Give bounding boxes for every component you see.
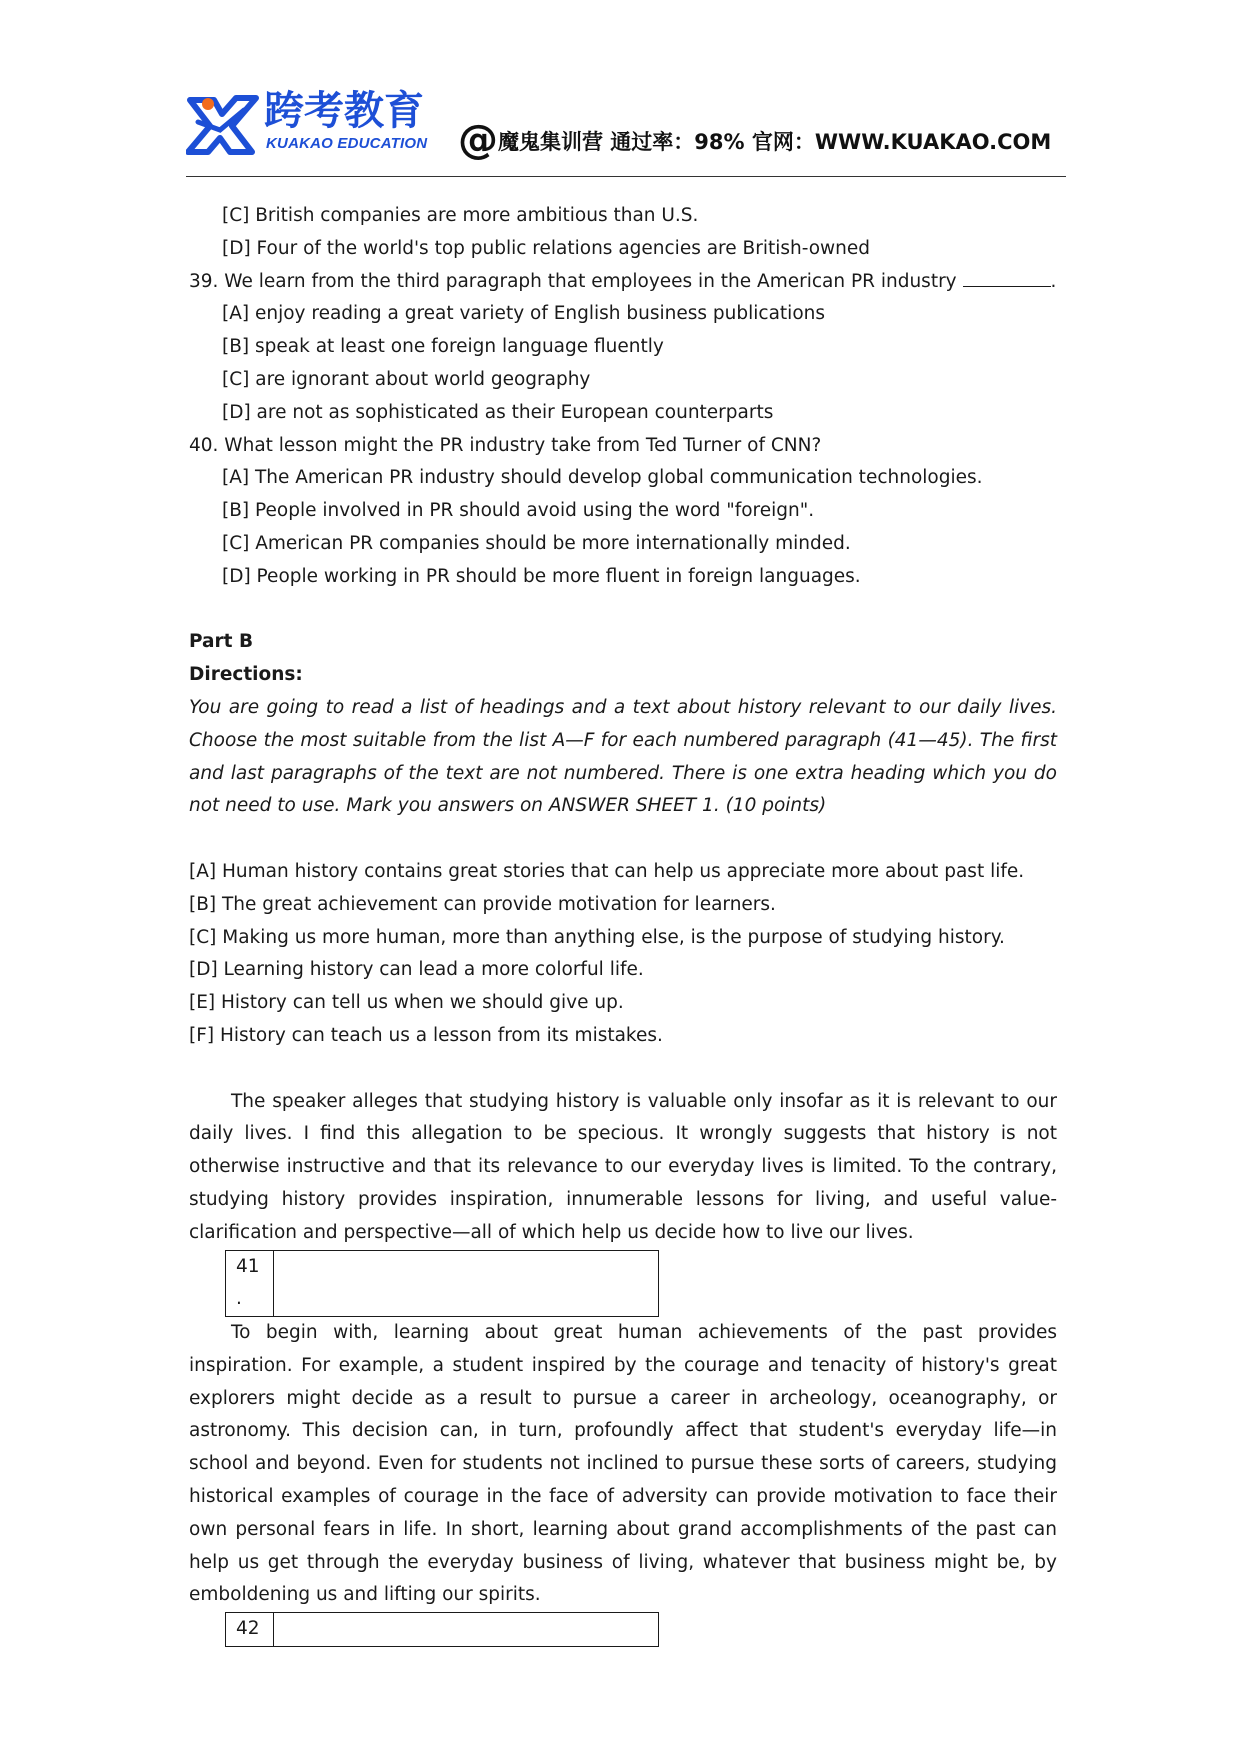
q40-stem: 40. What lesson might the PR industry take from Ted Turner of CNN? (189, 434, 822, 456)
spacer (189, 594, 1057, 627)
q40-option-b: [B] People involved in PR should avoid using the word "foreign". (222, 500, 815, 522)
q39-answer-blank (963, 268, 1051, 287)
answer-box-41-number (226, 1251, 274, 1317)
answer-box-42-cell[interactable] (274, 1613, 658, 1646)
header-slogan (458, 117, 1052, 163)
directions-text: You are going to read a list of headings and a text about history relevant to our daily lives. Choose the most suitable from the list A—F for each numbered paragraph (41—45). The first and last paragraphs of the text are not numbered. There is one extra heading which you do not need to use. Mark you answers on ANSWER SHEET 1. (10 points) (189, 696, 1057, 817)
at-sign: @ (458, 117, 498, 163)
slogan-text: 魔鬼集训营 通过率：98% 官网：WWW.KUAKAO.COM (498, 130, 1052, 154)
answer-box-41-cell[interactable] (274, 1251, 658, 1317)
q40-option-a: [A] The American PR industry should develop global communication technologies. (222, 467, 983, 489)
heading-f: [F] History can teach us a lesson from its mistakes. (189, 1024, 663, 1046)
q39-stem-end: . (1050, 270, 1057, 292)
answer-box-41-num-text: 41 (236, 1255, 260, 1277)
spacer (189, 1053, 1057, 1086)
intro-paragraph: The speaker alleges that studying history is valuable only insofar as it is relevant to our daily lives. I find this allegation to be specious. It wrongly suggests that history is not otherwise instructive and that its relevance to our everyday lives is limited. To the contrary, studying history provides inspiration, innumerable lessons for living, and useful value-clarification and perspective—all of which help us decide how to live our lives. (189, 1090, 1057, 1243)
answer-box-42-number: 42 (226, 1613, 274, 1646)
logo-mark-icon (186, 92, 260, 158)
paragraph-41: To begin with, learning about great human achievements of the past provides inspiration. For example, a student inspired by the courage and tenacity of history's great explorers might decide as a result to pursue a career in archeology, oceanography, or astronomy. This decision can, in turn, profoundly affect that student's everyday life—in school and beyond. Even for students not inclined to pursue these sorts of careers, studying historical examples of courage in the face of adversity can provide motivation to face their own personal fears in life. In short, learning about grand accomplishments of the past can help us get through the everyday business of living, whatever that business might be, by emboldening us and lifting our spirits. (189, 1322, 1057, 1606)
page-header (186, 88, 1066, 176)
heading-e: [E] History can tell us when we should give up. (189, 992, 624, 1014)
header-divider (186, 176, 1066, 177)
q40-option-c: [C] American PR companies should be more internationally minded. (222, 532, 851, 554)
logo-chinese-text: 跨考教育 (264, 88, 424, 134)
q39-stem (189, 266, 1057, 299)
heading-b: [B] The great achievement can provide motivation for learners. (189, 893, 776, 915)
answer-box-41 (225, 1250, 659, 1318)
spacer (189, 823, 1057, 856)
q39-option-a: [A] enjoy reading a great variety of English business publications (222, 303, 826, 325)
kuakao-logo (186, 88, 436, 158)
part-b-title: Part B (189, 631, 254, 653)
directions-label: Directions: (189, 664, 303, 686)
q38-option-c: [C] British companies are more ambitious than U.S. (222, 205, 699, 226)
q40-option-d: [D] People working in PR should be more fluent in foreign languages. (222, 565, 861, 587)
heading-a: [A] Human history contains great stories that can help us appreciate more about past life. (189, 860, 1025, 882)
answer-box-41-dot: . (236, 1288, 242, 1310)
logo-english-text: KUAKAO EDUCATION (266, 135, 428, 152)
q39-option-c: [C] are ignorant about world geography (222, 368, 591, 390)
q39-option-d: [D] are not as sophisticated as their European counterparts (222, 401, 774, 423)
q39-stem-text: 39. We learn from the third paragraph that employees in the American PR industry (189, 270, 957, 292)
heading-c: [C] Making us more human, more than anything else, is the purpose of studying history. (189, 926, 1005, 948)
answer-box-42 (225, 1612, 659, 1647)
q38-option-d: [D] Four of the world's top public relations agencies are British-owned (222, 237, 871, 259)
q39-option-b: [B] speak at least one foreign language fluently (222, 336, 664, 358)
document-body (189, 200, 1057, 1647)
heading-d: [D] Learning history can lead a more colorful life. (189, 959, 644, 981)
